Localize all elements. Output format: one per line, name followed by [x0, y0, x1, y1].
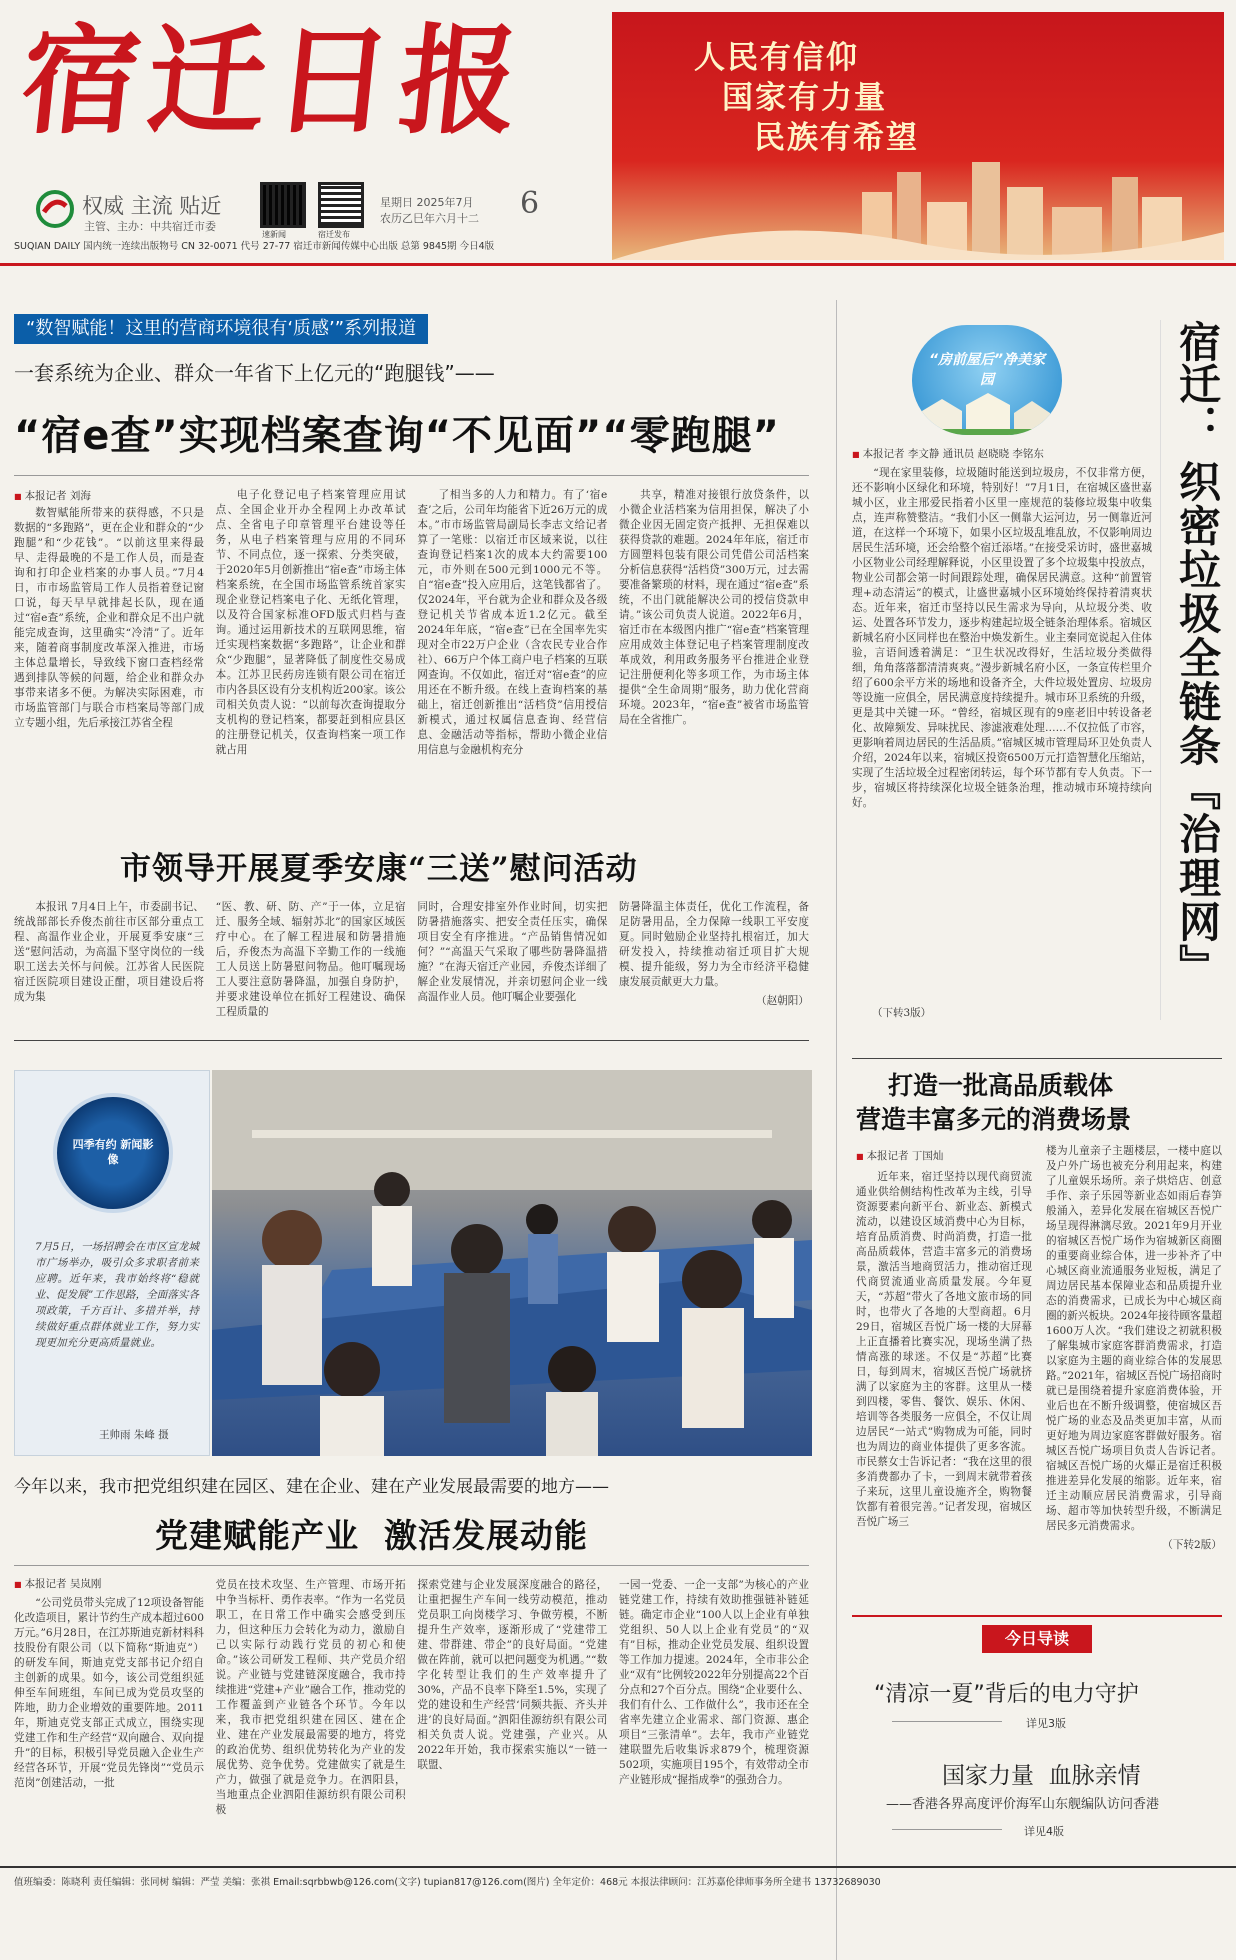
- qr-code-icon: [260, 182, 306, 228]
- houses-icon: [922, 389, 1052, 435]
- right-mid-col-2: [1046, 1144, 1222, 1590]
- guide-item-1[interactable]: “清凉一夏”背后的电力守护: [874, 1682, 1139, 1707]
- job-fair-photo: [212, 1070, 812, 1456]
- right-mid-col-1: [856, 1170, 1032, 1590]
- lead-rule: [14, 475, 809, 476]
- mid-body: [14, 900, 809, 1020]
- publication-info: SUQIAN DAILY 国内统一连续出版物号 CN 32-0071 代号 27-77 宿迁市新闻传媒中心出版 总第 9845期 今日4版: [14, 241, 495, 252]
- lunar-line: 农历乙巳年六月十二: [380, 212, 479, 225]
- photo-logo-icon: [53, 1093, 173, 1213]
- lead-headline: “宿e查”实现档案查询“不见面”“零跑腿”: [14, 413, 780, 459]
- lead-col-4: [619, 488, 809, 811]
- party-author: ■ 本报记者 吴岚刚: [14, 1576, 101, 1591]
- guide-item-2-page[interactable]: 详见4版: [1024, 1825, 1064, 1838]
- guide-rule: [892, 1721, 1002, 1722]
- party-author-wrap: [14, 1576, 101, 1596]
- party-kicker: 今年以来，我市把党组织建在园区、建在企业、建在产业发展最需要的地方——: [14, 1477, 609, 1497]
- qr-label-2: 宿迁发布: [318, 230, 350, 239]
- guide-item-1-page[interactable]: 详见3版: [1026, 1717, 1066, 1730]
- right-mid-author: ■ 本报记者 丁国灿: [856, 1148, 943, 1163]
- mid-col-3: [417, 900, 607, 1020]
- party-text-1: “公司党员带头完成了12项设备智能化改造项目，累计节约生产成本超过600万元。”6月28日，在江苏斯迪克新材料科技股份有限公司（以下简称“斯迪克”）的研发车间，斯迪克党支部书记介绍自主创新的成果。如今，该公司党组织延伸至车间班组，车间已成为党员攻坚的阵地，助力企业增效的重要阵地。2011年，斯迪克党支部正式成立，围绕实现党建工作和生产经营“双向融合、双向提升”的目标，积极引导党员融入企业生产经营各环节，开展“党员先锋岗”“党员示范岗”创建活动，一批: [14, 1597, 204, 1789]
- qr-code-icon: [318, 182, 364, 228]
- photo-credit: 王帅雨 朱峰 摄: [99, 1429, 169, 1441]
- mid-rule: [14, 1040, 809, 1041]
- masthead-title: 宿迁日报: [14, 11, 534, 150]
- date-day: 6: [520, 186, 540, 221]
- lead-kicker: 一套系统为企业、群众一年省下上亿元的“跑腿钱”——: [14, 361, 495, 385]
- qr-label-1: 速新闻: [262, 230, 286, 239]
- banner-line-2: 国家有力量: [722, 80, 887, 116]
- party-headline: 党建赋能产业 激活发展动能: [155, 1516, 588, 1555]
- party-col-2: [216, 1578, 406, 1858]
- party-text-4: 一园一党委、一企一支部”为核心的产业链党建工作，持续有效助推强链补链延链。确定市企业“100人以上企业有单独党组织、50人以上企业有党员”的“双有”目标，推动企业党员发展、组织设置等工作加力提速。2024年，全市非公企业“双有”比例较2022年分别提高22个百分点和27个百分点。围绕“企业要什么、我们有什么、工作做什么”，我市还在全省率先建立企业需求、部门资源、惠企项目“三张清单”。去年，我市产业链党建联盟先后收集诉求879个，梳理资源502项，实施项目195个，有效带动全市产业链形成“握指成拳”的强劲合力。: [618, 1579, 809, 1786]
- mid-col-4: [619, 900, 809, 1020]
- feature-headline: 织密垃圾全链条『治理网』: [1173, 460, 1222, 988]
- lead-col-2: [216, 488, 406, 811]
- right-mid-rule: [852, 1058, 1222, 1059]
- mid-headline: 市领导开展夏季安康“三送”慰问活动: [120, 851, 638, 887]
- feature-jump: （下转3版）: [872, 1007, 932, 1019]
- crowd-image-icon: [212, 1070, 812, 1456]
- right-mid-jump: （下转2版）: [1162, 1539, 1222, 1551]
- guide-item-2-sub: ——香港各界高度评价海军山东舰编队访问香港: [886, 1797, 1160, 1812]
- lead-text-2: 电子化登记电子档案管理应用试点、全国企业开办全程网上办改革试点、全省电子印章管理平台建设等任务，从电子档案管理与应用的不同环节、不同点位，逐一探索、分类突破，于2020年5月创新推出“宿e查”市场主体档案系统，在全国市场监管系统首家实现企业登记档案电子化、无纸化管理，以及符合国家标准OFD版式归档与查询。通过运用新技术的互联网思维，宿迁实现档案数据“多跑路”，让企业和群众“少跑腿”，显著降低了制度性交易成本。江苏卫民药房连锁有限公司在宿迁市内各县区设有分支机构近200家。该公司相关负责人说：“以前每次查询提取分支机构的登记档案，都要赶到相应县区的注册登记机关，仅查询档案一项工作就占用: [215, 489, 406, 756]
- footer-rule: [0, 1866, 1236, 1868]
- mid-sign: （赵朝阳）: [756, 995, 809, 1007]
- feature-body: [852, 466, 1152, 1006]
- lead-text-1: 数智赋能所带来的获得感，不只是数据的“多跑路”，更在企业和群众的“少跑腿”和“少花钱”。“以前这里来得最早、走得最晚的不是工作人员，而是查询和打印企业档案的办事人员。”7月4日，市市场监管局工作人员指着登记窗口说，每天早早就排起长队，现在通过“宿e查”系统，企业和群众足不出户就能完成查询，这里确实“冷清”了。近年来，随着商事制度改革深入推进，市场主体总量增长，导致线下窗口查档经常遇到排队等候的问题，给企业和群众办事带来诸多不便。为解决实际困难，市市场监管部门与联合市档案局等部门成立专题小组，先后承接江苏省全程: [14, 507, 204, 729]
- right-mid-text-2: 楼为儿童亲子主题楼层，一楼中庭以及户外广场也被充分利用起来，构建了儿童娱乐场所。亲子烘焙店、创意手作、亲子乐园等新业态如雨后春笋般涌入，差异化发展在宿城区吾悦广场呈现得淋漓尽致。2021年9月开业的宿城区吾悦广场作为宿城新区商圈的重要商业综合体，进一步补齐了中心城区商业流通服务业短板，满足了周边居民基本保障业态和品质提升业态的消费需求，已成长为中心城区商圈的新兴板块。2024年接待顾客量超1600万人次。“我们建设之初就积极了解集城市家庭客群消费需求，打造以家庭为主题的商业综合体的发展思路。”2021年，宿城区吾悦广场招商时就已是围绕着提升家庭消费体验，开业后也在不断升级调整，使宿城区吾悦广场的业态及品类更加丰富，从而更好地为周边家庭客群做好服务。宿城区吾悦广场项目负责人告诉记者。宿城区吾悦广场的火爆正是宿迁积极推进差异化发展的缩影。近年来，宿迁主动顺应居民消费需求，引导商场、超市等加快转型升级，不断满足居民多元消费需求。: [1046, 1145, 1222, 1532]
- masthead-sponsor: 主管、主办：中共宿迁市委: [84, 220, 216, 233]
- photo-caption: 7月5日，一场招聘会在市区宣龙城市广场举办，吸引众多求职者前来应聘。近年来，我市始终将“稳就业、促发展”工作思路，全面落实各项政策，千方百计、多措并举，持续做好重点群体就业工作，努力实现更加充分更高质量就业。: [35, 1241, 199, 1349]
- feature-headline-pre: 宿迁：: [1173, 320, 1222, 446]
- banner-line-1: 人民有信仰: [694, 40, 859, 76]
- lead-col-3: [417, 488, 607, 811]
- right-mid-author-wrap: [856, 1148, 943, 1168]
- lead-text-4: 共享，精准对接银行放贷条件，以小微企业活档案为信用担保，解决了小微企业因无固定资产抵押、无担保难以获得贷款的难题。2024年年底，宿迁市方圆塑料包装有限公司凭借公司活档案分析信息获得“活档贷”300万元，过去需要准备繁琐的材料，现在通过“宿e查”系统，不出门就能解决公司的授信贷款申请。”该公司负责人说道。2022年6月，宿迁市在本级图内推广“宿e查”档案管理应用成效主体登记电子档案管理制度改革成效，利用政务服务平台推进企业登记注册便利化等多项工作，为市场主体提供“全生命周期”服务，助力优化营商环境。2023年，“宿e查”被省市场监管局在全省推广。: [618, 489, 809, 726]
- party-text-2: 党员在技术攻坚、生产管理、市场开拓中争当标杆、勇作表率。“作为一名党员职工，在日常工作中确实会感受到压力，但这种压力会转化为动力，激励自己以实际行动践行党员的初心和使命。”该公司研发工程师、共产党员介绍说。产业链与党建链深度融合，我市持续推进“党建+产业”融合工作，推动党的工作覆盖到产业链各个环节。今年以来，我市把党组织建在园区、建在企业、建在产业发展最需要的地方，将党的政治优势、组织优势转化为产业的发展优势、竞争优势。党建做实了就是生产力，做强了就是竞争力。在泗阳县，当地重点企业泗阳佳源纺织有限公司积极: [215, 1579, 406, 1816]
- newspaper-logo-icon: [36, 190, 74, 228]
- lead-author-name: ■ 本报记者 刘海: [14, 488, 91, 503]
- mid-text-3: 同时，合理安排室外作业时间，切实把防暑措施落实、把安全责任压实，确保项目安全有序推进。“产品销售情况如何？”“高温天气采取了哪些防暑降温措施？”在海天宿迁产业园，乔俊杰详细了解企业发展情况，并亲切慰问企业一线高温作业人员。他叮嘱企业要强化: [417, 901, 608, 1003]
- right-mid-text-1: 近年来，宿迁坚持以现代商贸流通业供给侧结构性改革为主线，引导资源要素向新平台、新业态、新模式流动，以建设区域消费中心为目标，培育品质消费、时尚消费，打造一批高品质载体，营造丰富多元的消费场景，激活当地商贸活力，推动宿迁现代商贸流通业高质量发展。今年夏天，“苏超”带火了各地文旅市场的同时，也带火了各地的大型商超。6月29日，宿城区吾悦广场一楼的大屏幕上正直播着比赛实况，现场坐满了热情高涨的球迷。不仅是“苏超”比赛日，每到周末，宿城区吾悦广场就挤满了以家庭为主的客群。这里从一楼到四楼，零售、餐饮、娱乐、休闲、培训等各类服务一应俱全，不仅让周边居民“一站式”购物成为可能，同时也为周边的商业体提供了更多客流。市民蔡女士告诉记者：“我在这里的很多消费都办了卡，一到周末就带着孩子来玩，这里儿童设施齐全，购物餐饮都有着很完善。”记者发现，宿城区吾悦广场三: [856, 1171, 1032, 1528]
- footer-info: 值班编委：陈晓利 责任编辑：张同树 编辑：严莹 美编：张祺 Email:sqrbbwb@126.com(文字) tupian817@126.com(图片) 全年定价：468元 本报法律顾问：江苏嘉伦律师事务所全建书 13732689030: [14, 1877, 881, 1888]
- right-mid-headline-1: 打造一批高品质载体: [888, 1071, 1114, 1100]
- mid-text-1: 本报讯 7月4日上午，市委副书记、统战部部长乔俊杰前往市区部分重点工程、高温作业企业，开展夏季安康“三送”慰问活动，为高温下坚守岗位的一线职工送去关怀与问候。江苏省人民医院宿迁医院项目建设正酣，项目建设后将成为集: [14, 901, 204, 1003]
- today-guide: [852, 1615, 1222, 1865]
- photo-panel: [14, 1070, 210, 1456]
- party-rule: [14, 1565, 809, 1566]
- mid-text-2: “医、教、研、防、产”于一体，立足宿迁、服务全域、辐射苏北”的国家区域医疗中心。在了解工程进展和防暑措施后，乔俊杰为高温下辛勤工作的一线施工人员送上防暑慰问物品。他叮嘱现场工人要注意防暑降温，加强自身防护，并要求建设单位在抓好工程建设、确保工程质量的: [215, 901, 406, 1018]
- lead-col-1: [14, 506, 204, 811]
- feature-text: “现在家里装修，垃圾随时能送到垃圾房，不仅非常方便，还不影响小区绿化和环境，特别好！”7月1日，在宿城区盛世嘉城小区，业主邢爱民指着小区里一座规范的装修垃圾集中收集点，连声称赞整洁。“我们小区一侧靠大运河边，另一侧靠近河道，在这样一个环境下，如果小区垃圾乱堆乱放，不仅影响周边居民生活环境，还会给整个宿迁添堵。”在接受采访时，盛世嘉城小区物业公司经理解释说，小区里设置了多个垃圾集中投放点，物业公司都会第一时间跟踪处理，确保居民满意。这种“前置管理+动态清运”的模式，让盛世嘉城小区环境始终保持着清爽状态。近年来，宿迁市坚持以民生需求为导向，从垃圾分类、收运、处置各环节发力，逐步构建起垃圾全链条治理体系。宿城区新城名府小区同样也在整治中焕发新生。业主秦同宽说起入住体验，言语间透着满足：“卫生状况改得好，生活垃圾分类做得细，角角落落都清清爽爽。”漫步新城名府小区，一条宣传栏里介绍了600余平方米的场地和设备齐全，大件垃圾处置房、垃圾房等设施一应俱全，居民满意度持续提升。城市环卫系统的升级，更是其中关键一环。“曾经，宿城区现有的9座老旧中转设备老化、故障频发、异味扰民、渗滤液难处理……不仅拉低了市容，更影响着周边居民的生活品质。”宿城区城市管理局环卫处负责人介绍，2024年以来，宿城区投资6500万元打造智慧化压缩站，实现了生活垃圾全过程密闭转运，每个环节都有专人负责。下一步，宿城区将持续深化垃圾全链条治理，推动城市环境持续向好。: [852, 467, 1152, 809]
- banner-line-3: 民族有希望: [754, 120, 919, 156]
- slogan-banner: [612, 12, 1224, 260]
- photo-logo-text: 四季有约 新闻影像: [72, 1138, 154, 1166]
- column-divider: [836, 300, 837, 1960]
- lead-author: [14, 488, 91, 508]
- masthead-divider: [0, 263, 1236, 266]
- city-skyline-icon: [612, 152, 1224, 260]
- feature-badge: [912, 325, 1062, 435]
- feature-author: ■ 本报记者 李文静 通讯员 赵晓晓 李铭东: [852, 446, 1152, 461]
- guide-item-2[interactable]: 国家力量 血脉亲情: [942, 1763, 1141, 1789]
- mid-col-1: [14, 900, 204, 1020]
- date-line: 星期日 2025年7月: [380, 196, 474, 209]
- party-col-4: [619, 1578, 809, 1858]
- lead-text-3: 了相当多的人力和精力。有了‘宿e查’之后，公司年均能省下近26万元的成本。”市市场监管局副局长李志文给记者算了一笔账：以宿迁市区域来说，以往查询登记档案1次的成本大约需要100元，市外则在500元到1000元不等。自“宿e查”投入应用后，这笔钱都省了。仅2024年，平台就为企业和群众及各级登记机关节省成本近1.2亿元。截至2024年年底，“宿e查”已在全国率先实现对全市22万户企业（含农民专业合作社）、66万户个体工商户电子档案的互联网查询。不仅如此，宿迁对“宿e查”的应用还在不断升级。在线上查询档案的基础上，宿迁创新推出“活档贷”信用授信新模式，通过权属信息查询、经营信息、金融活动等指标，帮助小微企业信用信息与金融机构充分: [417, 489, 608, 756]
- feature-divider: [1160, 320, 1161, 1020]
- mid-text-4: 防暑降温主体责任，优化工作流程，备足防暑用品，全力保障一线职工平安度夏。同时勉励企业坚持扎根宿迁，加大研发投入，持续推动宿迁项目扩大规模、提升能级，努力为全市经济平稳健康发展贡献更大力量。: [618, 901, 809, 988]
- masthead-slogan: 权威 主流 贴近: [82, 194, 222, 218]
- party-col-1: [14, 1596, 204, 1858]
- mid-col-2: [216, 900, 406, 1020]
- right-mid-headline-2: 营造丰富多元的消费场景: [856, 1105, 1132, 1134]
- party-col-3: [417, 1578, 607, 1858]
- feature-badge-text: “房前屋后”净美家园: [928, 352, 1046, 388]
- series-tag: “数智赋能！这里的营商环境很有‘质感’”系列报道: [14, 314, 428, 344]
- guide-rule-2: [892, 1829, 1002, 1830]
- guide-title: 今日导读: [982, 1625, 1092, 1653]
- feature-author-wrap: [852, 446, 1152, 466]
- party-text-3: 探索党建与企业发展深度融合的路径，让重把握生产车间一线劳动模范，推动党员职工向岗楼学习、争做劳模，不断提升生产效率，逐渐形成了“党建带工建、带群建、带企”的良好局面。“党建做在阵前，就可以把问题变为机遇。”“数字化转型让我们的生产效率提升了30%，产品不良率下降至1.5%，实现了党的建设和生产经营‘同频共振、齐头并进’的良好局面。”泗阳佳源纺织有限公司相关负责人说。党建强，产业兴。从2022年开始，我市探索实施以“一链一联盟、: [417, 1579, 608, 1771]
